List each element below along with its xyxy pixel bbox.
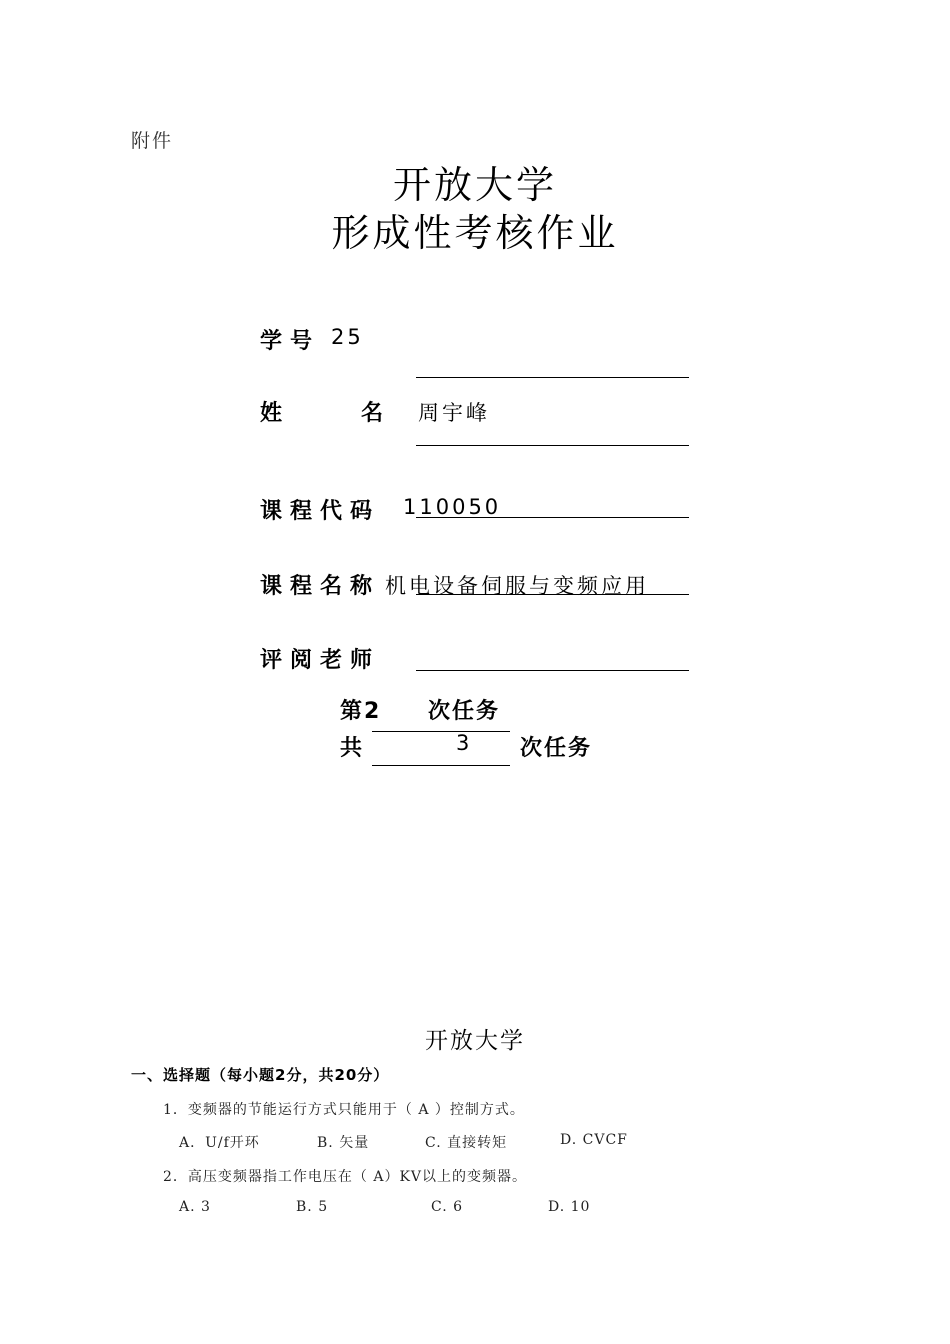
course-code-label: 课程代码 [260, 499, 381, 524]
task-number-suffix: 次任务 [428, 699, 501, 724]
question-1-option-b: B. 矢量 [317, 1135, 370, 1151]
task-number-underline [372, 731, 510, 732]
page-title: 开放大学 [392, 163, 557, 207]
name-label-second: 名 [361, 401, 392, 426]
section-title: 一、选择题（每小题2分，共20分） [131, 1066, 390, 1084]
reviewer-underline [416, 670, 689, 671]
student-id-label: 学号 [260, 329, 321, 354]
student-id-underline [416, 377, 689, 378]
question-2-option-b: B. 5 [296, 1199, 329, 1215]
section-heading: 开放大学 [425, 1028, 525, 1054]
student-id-value: 25 [331, 325, 364, 349]
question-1-option-d: D. CVCF [560, 1132, 628, 1148]
course-name-value: 机电设备伺服与变频应用 [385, 574, 649, 598]
question-1-option-c: C. 直接转矩 [425, 1135, 508, 1151]
question-1: 1．变频器的节能运行方式只能用于（ A ）控制方式。 [163, 1102, 525, 1118]
total-tasks-suffix: 次任务 [520, 736, 593, 761]
reviewer-label: 评阅老师 [260, 648, 381, 673]
name-label-first: 姓 [260, 401, 291, 426]
course-name-label: 课程名称 [260, 574, 381, 599]
course-code-value: 110050 [403, 495, 502, 519]
name-underline [416, 445, 689, 446]
task-number-prefix: 第2 [340, 699, 382, 724]
question-2-option-d: D. 10 [548, 1199, 591, 1215]
total-tasks-prefix: 共 [340, 736, 365, 761]
total-tasks-underline [372, 765, 510, 766]
name-value: 周宇峰 [418, 401, 490, 425]
question-1-option-a: A．U/f开环 [179, 1135, 260, 1151]
course-code-underline [416, 517, 689, 518]
page-subtitle: 形成性考核作业 [331, 211, 619, 255]
annex-label: 附件 [131, 130, 174, 152]
question-2: 2．高压变频器指工作电压在（ A）KV以上的变频器。 [163, 1169, 528, 1185]
question-2-option-c: C. 6 [431, 1199, 464, 1215]
total-tasks-value: 3 [456, 731, 473, 755]
question-2-option-a: A. 3 [179, 1199, 211, 1215]
course-name-underline [416, 594, 689, 595]
